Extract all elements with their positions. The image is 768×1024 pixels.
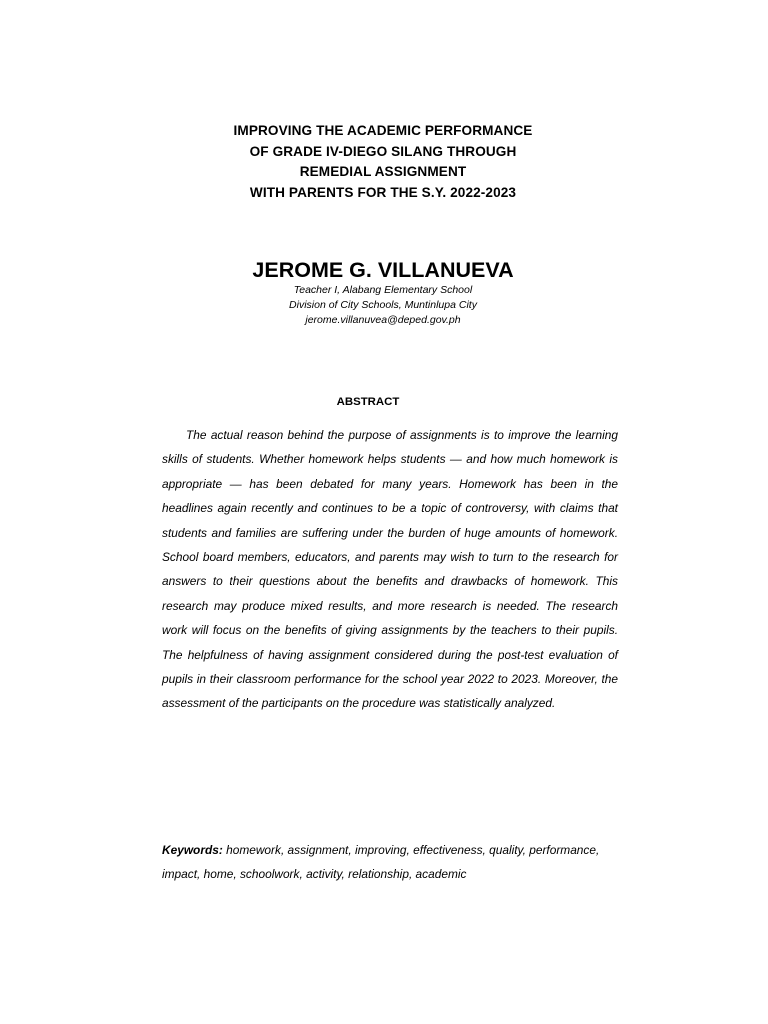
paper-title-line: OF GRADE IV-DIEGO SILANG THROUGH (249, 143, 517, 159)
keywords (162, 838, 632, 887)
author-division: Division of City Schools, Muntinlupa City (289, 299, 477, 312)
paper-title-line: WITH PARENTS FOR THE S.Y. 2022-2023 (249, 184, 517, 200)
author-email: jerome.villanuvea@deped.gov.ph (305, 314, 461, 327)
keywords-text: homework, assignment, improving, effectiveness, quality, performance, impact, home, schoolwork, activity, relationship, academic (162, 843, 600, 882)
author-name: JEROME G. VILLANUEVA (252, 258, 514, 282)
keywords-label: Keywords: (162, 843, 223, 857)
author-affiliation (0, 283, 766, 329)
paper-title (0, 121, 766, 203)
abstract-heading: ABSTRACT (336, 396, 400, 408)
author-position: Teacher I, Alabang Elementary School (293, 284, 473, 296)
paper-title-line: IMPROVING THE ACADEMIC PERFORMANCE (233, 123, 533, 138)
paper-title-line: REMEDIAL ASSIGNMENT (299, 164, 467, 180)
abstract-text: The actual reason behind the purpose of assignments is to improve the learning skills of students. Whether homework helps students — and how much homework is appropriate — has been debated for many years. Homework has been in the headlines again recently and continues to be a topic of controversy, with claims that students and families are suffering under the burden of huge amounts of homework. School board members, educators, and parents may wish to turn to the research for answers to their questions about the benefits and drawbacks of homework. This research may produce mixed results, and more research is needed. The research work will focus on the benefits of giving assignments by the teachers to their pupils. The helpfulness of having assignment considered during the post-test evaluation of pupils in their classroom performance for the school year 2022 to 2023. Moreover, the assessment of the participants on the procedure was statistically analyzed. (162, 428, 618, 711)
